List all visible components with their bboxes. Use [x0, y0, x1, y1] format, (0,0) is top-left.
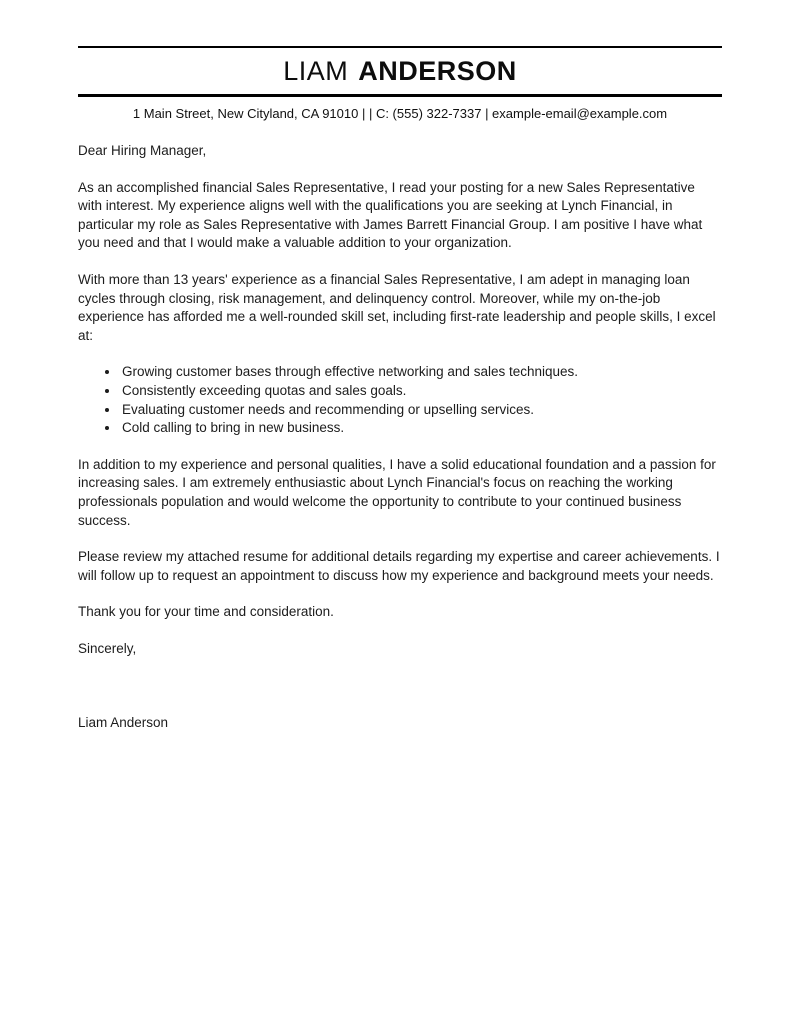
paragraph-intro: As an accomplished financial Sales Representative, I read your posting for a new Sales Representative with interest. My experience aligns well with the qualifications you are seeking at Lynch Financial, in particular my role as Sales Representative with James Barrett Financial Group. I am positive I have what you need and that I would make a valuable addition to your organization. [78, 179, 703, 251]
contact-info: 1 Main Street, New Cityland, CA 91010 | | C: (555) 322-7337 | example-email@example.com [132, 106, 668, 121]
signature-name: Liam Anderson [78, 715, 169, 731]
valediction: Sincerely, [78, 640, 137, 656]
salutation: Dear Hiring Manager, [78, 143, 207, 158]
paragraph-resume: Please review my attached resume for additional details regarding my expertise and career achievements. I will follow up to request an appointment to discuss how my experience and background meets your needs. [78, 549, 720, 583]
bullet-item: • Evaluating customer needs and recommending or upselling services. [120, 401, 722, 420]
bullet-item: • Consistently exceeding quotas and sales goals. [120, 382, 722, 401]
bullet-item: • Cold calling to bring in new business. [120, 419, 722, 438]
bullet-item: • Growing customer bases through effective networking and sales techniques. [120, 363, 722, 382]
first-name: LIAM [283, 56, 349, 86]
last-name: ANDERSON [358, 56, 517, 86]
skills-bullet-list [78, 363, 722, 437]
paragraph-education: In addition to my experience and personal qualities, I have a solid educational foundation and a passion for increasing sales. I am extremely enthusiastic about Lynch Financial's focus on reaching the working professionals population and would welcome the opportunity to contribute to your continued business success. [78, 456, 716, 528]
paragraph-thanks: Thank you for your time and consideration. [78, 604, 334, 620]
paragraph-experience: With more than 13 years' experience as a financial Sales Representative, I am adept in managing loan cycles through closing, risk management, and delinquency control. Moreover, while my on-the-job experience has afforded me a well-rounded skill set, including first-rate leadership and people skills, I excel at: [78, 271, 716, 343]
page-title [78, 48, 722, 94]
header-bottom-rule [78, 94, 722, 97]
